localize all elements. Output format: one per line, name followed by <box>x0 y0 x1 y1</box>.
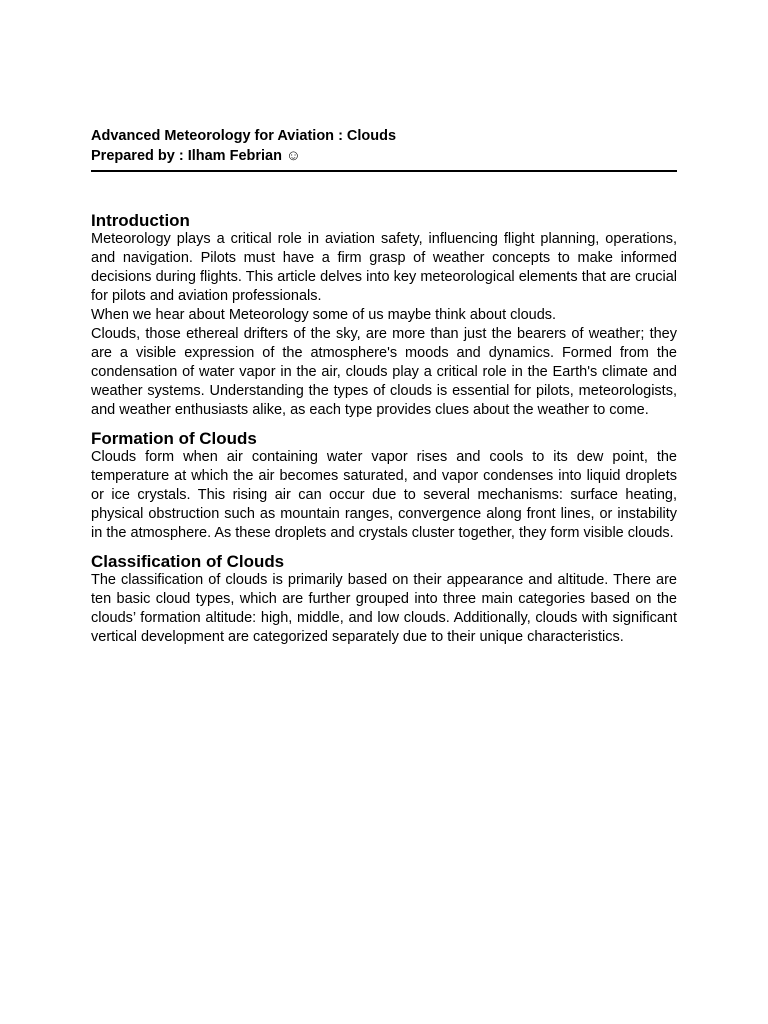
document-title: Advanced Meteorology for Aviation : Clouds <box>91 128 397 144</box>
title-divider <box>91 170 677 172</box>
section-heading-formation: Formation of Clouds <box>91 429 257 448</box>
section-heading-classification: Classification of Clouds <box>91 552 285 571</box>
paragraph: The classification of clouds is primarily based on their appearance and altitude. There are ten basic cloud types, which are further grouped into three main categories based on the clouds’ formation altitude: high, middle, and low clouds. Additionally, clouds with significant vertical development are categorized separately due to their unique characteristics. <box>91 572 677 645</box>
author-line: Prepared by : Ilham Febrian ☺ <box>91 147 301 164</box>
document-page <box>91 127 677 647</box>
section-heading-introduction: Introduction <box>91 211 190 230</box>
paragraph: Clouds form when air containing water vapor rises and cools to its dew point, the temperature at which the air becomes saturated, and vapor condenses into liquid droplets or ice crystals. This rising air can occur due to several mechanisms: surface heating, physical obstruction such as mountain ranges, convergence along front lines, or instability in the atmosphere. As these droplets and crystals cluster together, they form visible clouds. <box>91 449 677 541</box>
paragraph: Meteorology plays a critical role in aviation safety, influencing flight planning, operations, and navigation. Pilots must have a firm grasp of weather concepts to make informed decisions during flights. This article delves into key meteorological elements that are crucial for pilots and aviation professionals. <box>91 231 677 304</box>
paragraph: Clouds, those ethereal drifters of the sky, are more than just the bearers of weather; they are a visible expression of the atmosphere's moods and dynamics. Formed from the condensation of water vapor in the air, clouds play a critical role in the Earth's climate and weather systems. Understanding the types of clouds is essential for pilots, meteorologists, and weather enthusiasts alike, as each type provides clues about the weather to come. <box>91 326 677 418</box>
paragraph: When we hear about Meteorology some of us maybe think about clouds. <box>91 307 557 323</box>
